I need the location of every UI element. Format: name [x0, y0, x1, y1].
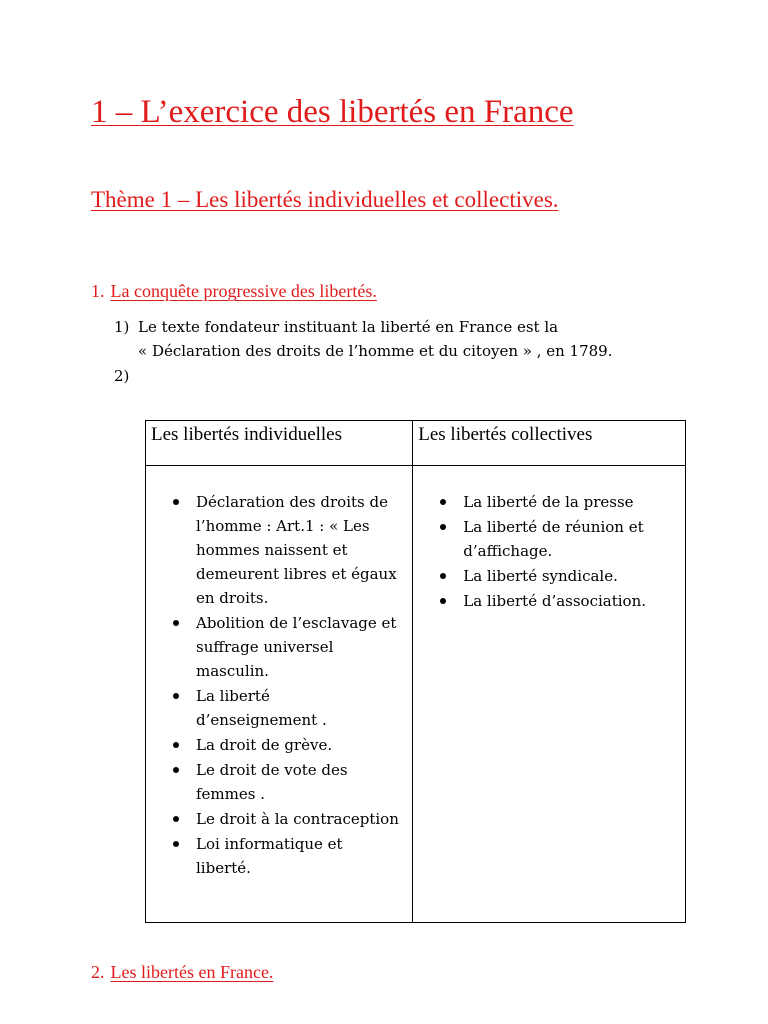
section-1-heading	[91, 279, 377, 303]
list-item-line: d’enseignement .	[196, 711, 327, 729]
collective-liberties-list	[413, 466, 685, 613]
section-1-number: 1.	[91, 281, 105, 301]
list-item	[413, 589, 685, 613]
list-item-line: liberté.	[196, 859, 251, 877]
list-item-line: en droits.	[196, 589, 269, 607]
bullet-icon	[173, 693, 179, 699]
theme-heading: Thème 1 – Les libertés individuelles et collectives.	[91, 187, 559, 212]
list-item-line: Déclaration des droits de	[196, 493, 388, 511]
table-body-row	[146, 466, 686, 923]
section-2-number: 2.	[91, 962, 105, 982]
list-item	[146, 733, 412, 757]
bullet-icon	[173, 816, 179, 822]
bullet-icon	[440, 499, 446, 505]
bullet-icon	[173, 499, 179, 505]
list-item-line: La liberté syndicale.	[463, 567, 618, 585]
bullet-icon	[440, 573, 446, 579]
list-item-line: masculin.	[196, 662, 269, 680]
point-2	[114, 364, 138, 388]
list-item-line: La droit de grève.	[196, 736, 333, 754]
bullet-icon	[440, 598, 446, 604]
list-item-line: La liberté d’association.	[463, 592, 647, 610]
col-collective-header: Les libertés collectives	[413, 421, 686, 466]
point-1-line-2: « Déclaration des droits de l’homme et du citoyen » , en 1789.	[138, 342, 613, 360]
list-item	[413, 515, 685, 563]
bullet-icon	[440, 524, 446, 530]
list-item-line: Le droit de vote des	[196, 761, 348, 779]
list-item-line: Abolition de l’esclavage et	[196, 614, 397, 632]
list-item-line: Le droit à la contraception	[196, 810, 399, 828]
list-item	[413, 490, 685, 514]
list-item-line: La liberté de la presse	[463, 493, 634, 511]
list-item-line: hommes naissent et	[196, 541, 348, 559]
bullet-icon	[173, 742, 179, 748]
point-1-label: 1)	[114, 318, 130, 336]
bullet-icon	[173, 620, 179, 626]
list-item-line: l’homme : Art.1 : « Les	[196, 517, 370, 535]
table-header-row	[146, 421, 686, 466]
list-item	[146, 684, 412, 732]
list-item-line: demeurent libres et égaux	[196, 565, 397, 583]
list-item-line: suffrage universel	[196, 638, 334, 656]
col-individual-header: Les libertés individuelles	[146, 421, 413, 466]
list-item	[413, 564, 685, 588]
page-title: 1 – L’exercice des libertés en France	[91, 94, 574, 130]
point-1-line-1: Le texte fondateur instituant la liberté en France est la	[138, 318, 559, 336]
list-item-line: Loi informatique et	[196, 835, 343, 853]
point-1	[114, 315, 613, 363]
list-item-line: d’affichage.	[463, 542, 553, 560]
list-item	[146, 611, 412, 683]
individual-liberties-list	[146, 466, 412, 880]
libertes-table	[145, 420, 686, 923]
list-item	[146, 490, 412, 610]
list-item-line: La liberté de réunion et	[463, 518, 644, 536]
bullet-icon	[173, 841, 179, 847]
point-2-label: 2)	[114, 367, 130, 385]
bullet-icon	[173, 767, 179, 773]
list-item	[146, 832, 412, 880]
section-2-title: Les libertés en France.	[110, 962, 274, 982]
list-item-line: La liberté	[196, 687, 270, 705]
list-item	[146, 807, 412, 831]
list-item	[146, 758, 412, 806]
list-item-line: femmes .	[196, 785, 265, 803]
section-1-title: La conquête progressive des libertés.	[110, 281, 377, 301]
col-individual-cell	[146, 466, 413, 923]
col-collective-cell	[413, 466, 686, 923]
section-2-heading	[91, 960, 273, 984]
